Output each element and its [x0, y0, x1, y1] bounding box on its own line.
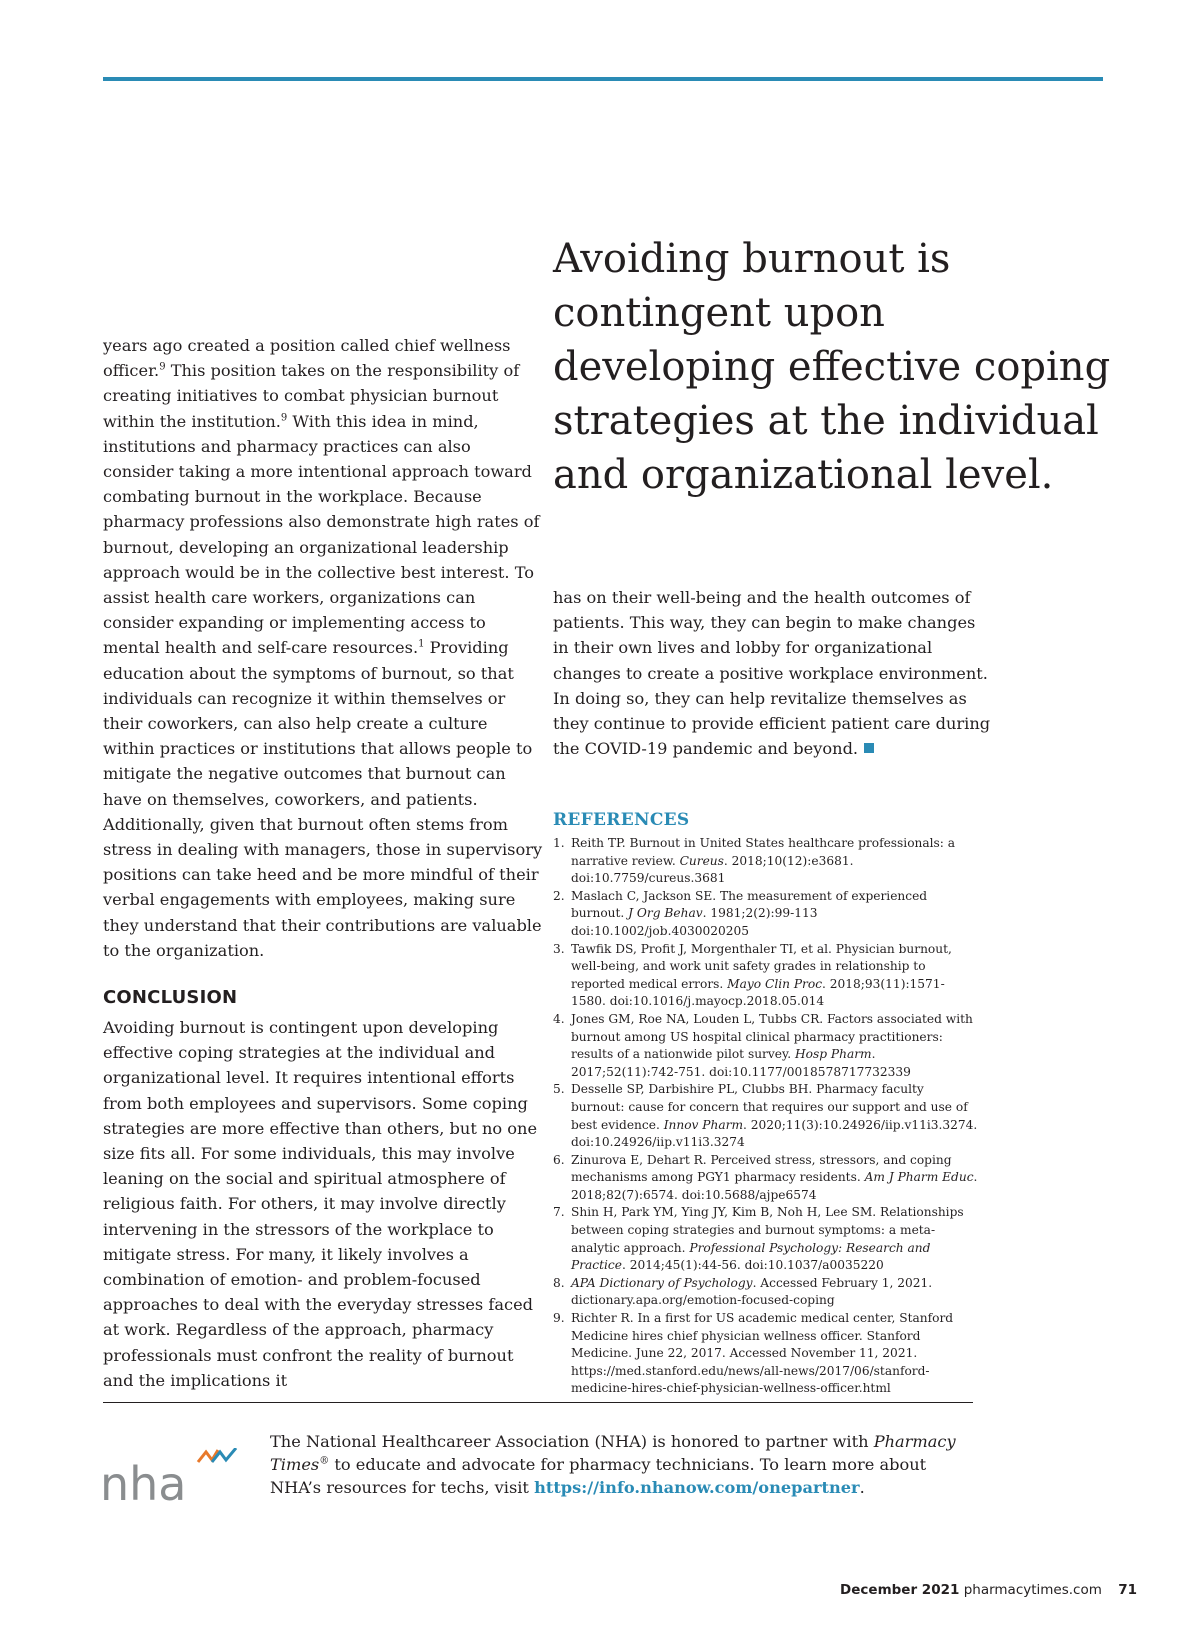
citation-sup: 9: [280, 412, 288, 424]
reference-number: 3.: [553, 941, 565, 956]
reference-item: 7. Shin H, Park YM, Ying JY, Kim B, Noh H, Lee SM. Relationships between coping strategies and burnout symptoms: a meta-analytic approach. Professional Psychology: Research and Practice. 2014;45(1):44-56. doi:10.1037/a0035220: [553, 1205, 964, 1273]
reference-item: 4. Jones GM, Roe NA, Louden L, Tubbs CR. Factors associated with burnout among US hospital clinical pharmacy practitioners: results of a nationwide pilot survey. Hosp Pharm. 2017;52(11):742-751. doi:10.1177/0018578717732339: [553, 1011, 973, 1079]
reference-journal: Am J Pharm Educ: [864, 1170, 974, 1185]
reference-journal: Mayo Clin Proc: [727, 976, 823, 991]
reference-item: 8. APA Dictionary of Psychology. Accessed February 1, 2021. dictionary.apa.org/emotion-focused-coping: [553, 1275, 933, 1308]
reference-number: 1.: [553, 836, 565, 850]
reference-journal: APA Dictionary of Psychology: [571, 1275, 753, 1290]
reference-item: 3. Tawfik DS, Profit J, Morgenthaler TI, et al. Physician burnout, well-being, and work unit safety grades in relationship to reported medical errors. Mayo Clin Proc. 2018;93(11):1571-1580. doi:10.1016/j.mayocp.2018.05.014: [553, 941, 952, 1009]
reference-number: 2.: [553, 888, 565, 903]
nha-logo-text: nha: [100, 1457, 187, 1510]
reference-number: 8.: [553, 1275, 565, 1290]
publication-name: Pharmacy Times: [270, 1432, 956, 1474]
pull-quote: Avoiding burnout is contingent upon developing effective coping strategies at the individual and organizational level.: [553, 236, 1111, 498]
page-number: 71: [1118, 1582, 1137, 1598]
conclusion-body: [103, 1015, 543, 1393]
left-column-body: [103, 333, 543, 963]
reference-journal: J Org Behav: [628, 906, 703, 921]
reference-number: 4.: [553, 1011, 565, 1026]
reference-journal: Cureus: [679, 853, 724, 868]
reference-item: 9. Richter R. In a first for US academic medical center, Stanford Medicine hires chief physician wellness officer. Stanford Medicine. June 22, 2017. Accessed November 11, 2021. https://med.stanford.edu/news/all-news/2017/06/stanford-medicine-hires-chief-physician-wellness-officer.html: [553, 1311, 954, 1396]
top-accent-rule: [103, 77, 1103, 81]
page-footer: [840, 1582, 1137, 1598]
bottom-divider: [103, 1402, 973, 1403]
reference-journal: Hosp Pharm: [795, 1047, 872, 1062]
conclusion-paragraph: Avoiding burnout is contingent upon developing effective coping strategies at the individual and organizational level. It requires intentional efforts from both employees and supervisors. Some coping strategies are more effective than others, but no one size fits all. For some individuals, this may involve leaning on the social and spiritual atmosphere of religious faith. For others, it may involve directly intervening in the stressors of the workplace to mitigate stress. For many, it likely involves a combination of emotion- and problem-focused approaches to deal with the everyday stresses faced at work. Regardless of the approach, pharmacy professionals must confront the reality of burnout and the implications it: [103, 1018, 538, 1390]
right-paragraph: has on their well-being and the health outcomes of patients. This way, they can begin to make changes in their own lives and lobby for organizational changes to create a positive workplace environment. In doing so, they can help revitalize themselves as they continue to provide efficient patient care during the COVID-19 pandemic and beyond.: [553, 588, 991, 759]
conclusion-heading: CONCLUSION: [103, 987, 238, 1008]
reference-number: 5.: [553, 1082, 565, 1097]
nha-partner-note: The National Healthcareer Association (NHA) is honored to partner with Pharmacy Times® to educate and advocate for pharmacy technicians. To learn more about NHA’s resources for techs, visit https://info.nhanow.com/onepartner.: [270, 1432, 956, 1497]
nha-logo: [100, 1448, 245, 1510]
references-list: [553, 835, 978, 1398]
reference-item: 5. Desselle SP, Darbishire PL, Clubbs BH. Pharmacy faculty burnout: cause for concern that requires our support and use of best evidence. Innov Pharm. 2020;11(3):10.24926/iip.v11i3.3274. doi:10.24926/iip.v11i3.3274: [553, 1082, 978, 1150]
nha-onepartner-link[interactable]: https://info.nhanow.com/onepartner: [534, 1478, 860, 1497]
citation-sup: 9: [159, 361, 166, 373]
reference-number: 9.: [553, 1311, 565, 1326]
left-paragraph: years ago created a position called chief wellness officer.$^9$ This position takes on the responsibility of creating initiatives to combat physician burnout within the institution.$^9$ With this idea in mind, institutions and pharmacy practices can also consider taking a more intentional approach toward combating burnout in the workplace. Because pharmacy professions also demonstrate high rates of burnout, developing an organizational leadership approach would be in the collective best interest. To assist health care workers, organizations can consider expanding or implementing access to mental health and self-care resources.$^1$ Providing education about the symptoms of burnout, so that individuals can recognize it within themselves or their coworkers, can also help create a culture within practices or institutions that allows people to mitigate the negative outcomes that burnout can have on themselves, coworkers, and patients. Additionally, given that burnout often stems from stress in dealing with managers, those in supervisory positions can take heed and be more mindful of their verbal engagements with employees, making sure they understand that their contributions are valuable to the organization.: [103, 336, 543, 960]
reference-journal: Innov Pharm: [663, 1117, 743, 1132]
end-of-article-square-icon: [864, 743, 874, 753]
right-column-body: [553, 585, 993, 761]
issue-date: December 2021: [840, 1582, 960, 1598]
reference-number: 7.: [553, 1205, 565, 1220]
reference-journal: Professional Psychology: Research and Practice: [571, 1240, 931, 1273]
citation-sup: 1: [418, 639, 425, 651]
site-name: pharmacytimes.com: [963, 1582, 1102, 1598]
references-heading: REFERENCES: [553, 810, 690, 830]
reference-number: 6.: [553, 1152, 565, 1167]
reference-item: 2. Maslach C, Jackson SE. The measurement of experienced burnout. J Org Behav. 1981;2(2):99-113 doi:10.1002/job.4030020205: [553, 888, 928, 938]
reference-item: 1. Reith TP. Burnout in United States healthcare professionals: a narrative review. Cureus. 2018;10(12):e3681. doi:10.7759/cureus.3681: [553, 836, 956, 886]
reference-item: 6. Zinurova E, Dehart R. Perceived stress, stressors, and coping mechanisms among PGY1 pharmacy residents. Am J Pharm Educ. 2018;82(7):6574. doi:10.5688/ajpe6574: [553, 1152, 978, 1202]
